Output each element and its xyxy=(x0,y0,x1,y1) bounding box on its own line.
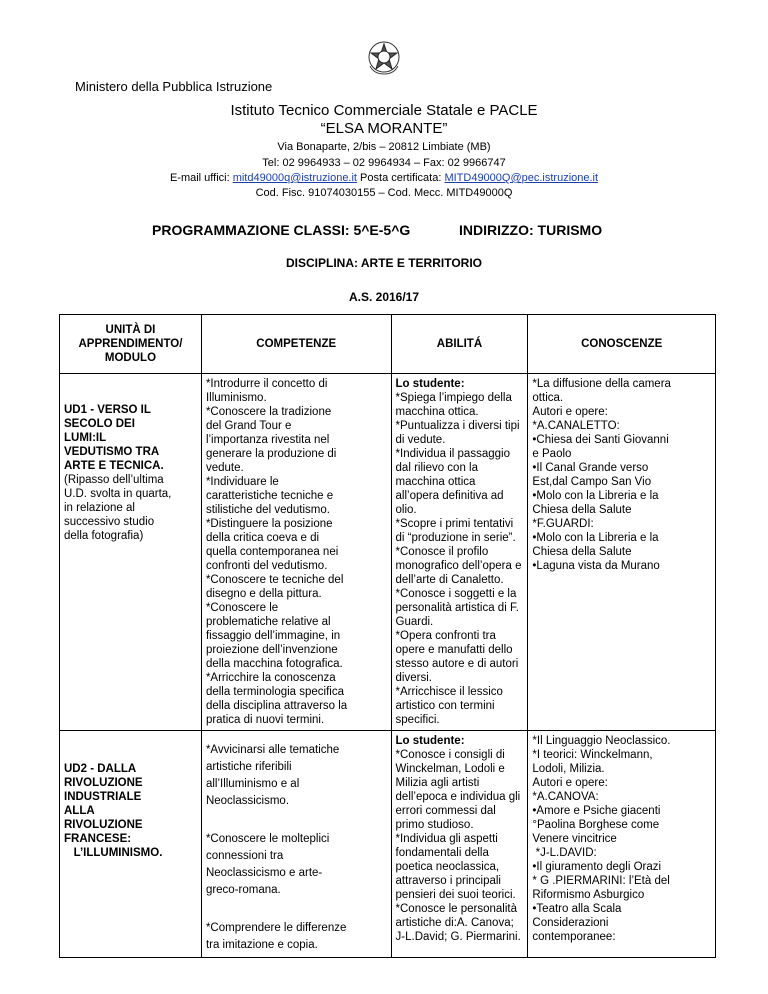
ud2-competenze-cell xyxy=(201,731,391,958)
ud2-module-cell xyxy=(60,731,202,958)
republic-emblem-icon xyxy=(364,38,404,76)
ud2-abilita-cell: Lo studente: *Conosce i consigli di Winckelman, Lodoli e Milizia agli artisti dell’epoca e individua gli errori commessi dal primo studioso. *Individua gli aspetti fondamentali della poetica neoclassica, attraverso i principali pensieri dei suoi teorici. *Conosce le personalità artistiche di:A. Canova; J-L.David; G. Piermarini. xyxy=(391,731,528,958)
school-email-line xyxy=(0,172,768,184)
programmazione-title: PROGRAMMAZIONE CLASSI: 5^E-5^G xyxy=(152,222,411,238)
school-phone: Tel: 02 9964933 – 02 9964934 – Fax: 02 9966747 xyxy=(262,157,506,169)
school-name: “ELSA MORANTE” xyxy=(320,120,448,137)
email-label: E-mail uffici: xyxy=(169,172,233,184)
ministry-name: Ministero della Pubblica Istruzione xyxy=(75,79,273,94)
table-row xyxy=(60,374,716,731)
ud1-title: UD1 - VERSO IL SECOLO DEI LUMI:IL VEDUTISMO TRA ARTE E TECNICA. xyxy=(64,404,164,472)
anno-scolastico: A.S. 2016/17 xyxy=(348,290,420,304)
ud1-competenze-cell: *Introdurre il concetto di Illuminismo. *Conoscere la tradizione del Grand Tour e l’importanza rivestita nel generare la produzione di vedute. *Individuare le caratteristiche tecniche e stilistiche del vedutismo. *Distinguere la posizione della critica coeva e di quella contemporanea nei confronti del vedutismo. *Conoscere te tecniche del disegno e della pittura. *Conoscere le problematiche relative al fissaggio dell’immagine, in proiezione dell’invenzione della macchina fotografica. *Arricchire la conoscenza della terminologia specifica della disciplina attraverso la pratica di nuovi termini. xyxy=(201,374,391,731)
ud2-competenze-c: *Comprendere le differenze tra imitazione e copia. xyxy=(205,922,347,951)
header-conoscenze: CONOSCENZE xyxy=(528,315,716,374)
ud2-competenze-b: *Conoscere le molteplici connessioni tra Neoclassicismo e arte- greco-romana. xyxy=(205,833,330,896)
ud2-title: UD2 - DALLA RIVOLUZIONE INDUSTRIALE ALLA RIVOLUZIONE FRANCESE: L’ILLUMINISMO. xyxy=(64,763,163,859)
ud2-conoscenze-cell: *Il Linguaggio Neoclassico. *I teorici: Winckelmann, Lodoli, Milizia. Autori e opere: *A.CANOVA: •Amore e Psiche giacenti °Paolina Borghese come Venere vincitrice *J-L.DAVID: •Il giuramento degli Orazi * G .PIERMARINI: l’Età del Riformismo Asburgico •Teatro alla Scala Considerazioni contemporanee: xyxy=(528,731,716,958)
school-address: Via Bonaparte, 2/bis – 20812 Limbiate (MB) xyxy=(277,141,491,153)
email-link[interactable]: mitd49000q@istruzione.it xyxy=(232,172,357,184)
ud1-module-cell xyxy=(60,374,202,731)
ud1-note: (Ripasso dell’ultima U.D. svolta in quarta, in relazione al successivo studio della fotografia) xyxy=(64,474,172,542)
header-competenze: COMPETENZE xyxy=(201,315,391,374)
pec-link[interactable]: MITD49000Q@pec.istruzione.it xyxy=(444,172,599,184)
institute-name: Istituto Tecnico Commerciale Statale e PACLE xyxy=(230,102,538,119)
table-header-row xyxy=(60,315,716,374)
ud2-competenze-a: *Avvicinarsi alle tematiche artistiche riferibili all’Illuminismo e al Neoclassicismo. xyxy=(205,744,340,807)
indirizzo-title: INDIRIZZO: TURISMO xyxy=(459,222,603,238)
ud1-conoscenze-cell: *La diffusione della camera ottica. Autori e opere: *A.CANALETTO: •Chiesa dei Santi Giovanni e Paolo •Il Canal Grande verso Est,dal Campo San Vio •Molo con la Libreria e la Chiesa della Salute *F.GUARDI: •Molo con la Libreria e la Chiesa della Salute •Laguna vista da Murano xyxy=(528,374,716,731)
ud1-abilita-cell: Lo studente: *Spiega l’impiego della macchina ottica. *Puntualizza i diversi tipi di vedute. *Individua il passaggio dal rilievo con la macchina ottica all’opera definitiva ad olio. *Scopre i primi tentativi di “produzione in serie”. *Conosce il profilo monografico dell’opera e dell’arte di Canaletto. *Conosce i soggetti e la personalità artistica di F. Guardi. *Opera confronti tra opere e manufatti dello stesso autore e di autori diversi. *Arricchisce il lessico artistico con termini specifici. xyxy=(391,374,528,731)
header-abilita: ABILITÁ xyxy=(391,315,528,374)
table-row xyxy=(60,731,716,958)
programme-table xyxy=(59,314,716,958)
header-unita: UNITÀ DI APPRENDIMENTO/ MODULO xyxy=(60,315,202,374)
pec-label: Posta certificata: xyxy=(357,172,445,184)
disciplina-title: DISCIPLINA: ARTE E TERRITORIO xyxy=(285,256,482,270)
school-codes: Cod. Fisc. 91074030155 – Cod. Mecc. MITD49000Q xyxy=(255,187,513,199)
